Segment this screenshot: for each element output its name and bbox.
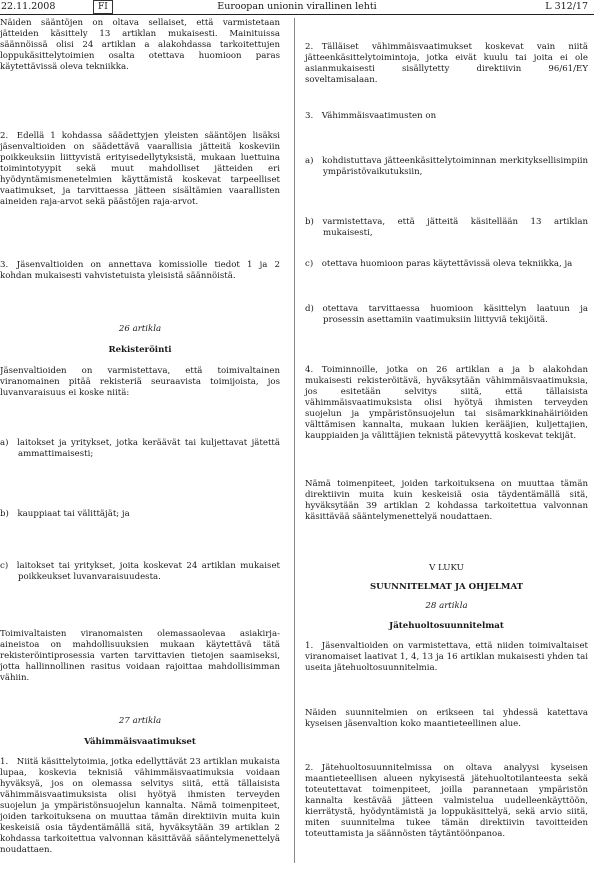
paragraph: Näiden suunnitelmien on erikseen tai yhdessä katettava kyseisen jäsenvaltion koko maantieteellinen alue. — [305, 708, 588, 729]
article-27-title: Vähimmäisvaatimukset — [84, 737, 196, 747]
paragraph-1: 1. Jäsenvaltioiden on varmistettava, että niiden toimivaltaiset viranomaiset laativat 1, 4, 13 ja 16 artiklan mukaisesti yhden tai useita jätehuoltosuunnitelmia. — [305, 641, 588, 673]
list-item-c: c) laitokset tai yritykset, joita koskevat 24 artiklan mukaiset poikkeukset luvanvaraisuudesta. — [0, 561, 280, 582]
paragraph-1: 1. Niitä käsittelytoimia, jotka edellyttävät 23 artiklan mukaista lupaa, koskevia teknisiä vähimmäisvaatimuksia voidaan hyväksyä, jos on olemassa selvitys siitä, että tällaisista vähimmäisvaatimuksista olisi hyötyä ihmisten terveyden suojelun ja ympäristönsuojelun kannalta. Nämä toimenpiteet, joiden tarkoituksena on muuttaa tämän direktiivin muita kuin keskeisiä osia täydentämällä sitä, hyväksytään 39 artiklan 2 kohdassa tarkoitettua valvonnan käsittävää sääntelymenettelyä noudattaen. — [0, 757, 280, 855]
paragraph-3: 3. Vähimmäisvaatimusten on — [305, 111, 437, 121]
page-number: L 312/17 — [545, 1, 588, 12]
chapter-number: V LUKU — [429, 563, 464, 573]
article-28-title: Jätehuoltosuunnitelmat — [389, 621, 504, 631]
paragraph: Näiden sääntöjen on oltava sellaiset, että varmistetaan jätteiden käsittely 13 artiklan mukaisesti. Mainituissa säännöissä olisi 24 artiklan a alakohdassa tarkoitettujen loppukäsittelytoimien osalta otettava huomioon paras käytettävissä oleva tekniikka. — [0, 18, 280, 72]
paragraph-2: 2. Edellä 1 kohdassa säädettyjen yleisten sääntöjen lisäksi jäsenvaltioiden on säädettävä vaarallisia jätteitä koskeviin poikkeuksiin liittyvistä erityisedellytyksistä, mukaan luettuina toimintotyypit sekä muut mahdolliset jätteiden eri hyödyntämismenetelmien käyttämistä koskevat tarpeelliset vaatimukset, ja tarvittaessa jätteen sisältämien vaarallisten aineiden raja-arvot sekä päästöjen raja-arvot. — [0, 131, 280, 207]
chapter-title: SUUNNITELMAT JA OHJELMAT — [369, 582, 524, 592]
list-item-b: b) varmistettava, että jätteitä käsitellään 13 artiklan mukaisesti, — [305, 217, 588, 238]
article-27-number: 27 artikla — [118, 716, 162, 726]
article-28-number: 28 artikla — [425, 601, 468, 611]
header-rule — [0, 14, 594, 15]
language-code-box: FI — [93, 0, 113, 14]
article-26-number: 26 artikla — [118, 324, 162, 334]
page-header — [0, 0, 594, 15]
paragraph: Toimivaltaisten viranomaisten olemassaolevaa asiakirja-aineistoa on mahdollisuuksien mukaan käytettävä tätä rekisteröintiprosessia varten tarvittavien tietojen saamiseksi, jotta hallinnollinen rasitus voidaan rajoittaa mahdollisimman vähiin. — [0, 629, 280, 683]
paragraph: Nämä toimenpiteet, joiden tarkoituksena on muuttaa tämän direktiivin muita kuin keskeisiä osia täydentämällä sitä, hyväksytään 39 artiklan 2 kohdassa tarkoitettua valvonnan käsittävää sääntelymenettelyä noudattaen. — [305, 479, 588, 522]
paragraph-3: 3. Jäsenvaltioiden on annettava komissiolle tiedot 1 ja 2 kohdan mukaisesti vahvistetuista yleisistä säännöistä. — [0, 260, 280, 281]
paragraph-2: 2. Jätehuoltosuunnitelmissa on oltava analyysi kyseisen maantieteellisen alueen nykyisestä jätehuoltotilanteesta sekä toteutettavat toimenpiteet, joilla parannetaan ympäristön kannalta kestävää jätteen valmistelua uudelleenkäyttöön, kierrätystä, hyödyntämistä ja loppukäsittelyä, sekä arvio siitä, miten suunnitelma tukee tämän direktiivin tavoitteiden toteuttamista ja säännösten täytäntöönpanoa. — [305, 763, 588, 839]
list-item-a: a) laitokset ja yritykset, jotka keräävät tai kuljettavat jätettä ammattimaisesti; — [0, 438, 280, 459]
list-item-d: d) otettava tarvittaessa huomioon käsittelyn laatuun ja prosessin asettamiin vaatimuksiin liittyviä tekijöitä. — [305, 304, 588, 325]
paragraph-4: 4. Toiminnoille, jotka on 26 artiklan a ja b alakohdan mukaisesti rekisteröitävä, hyväksytään vähimmäisvaatimuksia, jos esitetään selvitys siitä, että tällaisista vähimmäisvaatimuksista olisi hyötyä ihmisten terveyden suojelun ja ympäristönsuojelun tai sisämarkkinahäiriöiden välttämisen kannalta, mukaan lukien kerääjien, kuljettajien, kauppiaiden ja välittäjien teknistä pätevyyttä koskevat tekijät. — [305, 365, 588, 441]
list-item-c: c) otettava huomioon paras käytettävissä oleva tekniikka, ja — [305, 259, 573, 269]
list-item-a: a) kohdistuttava jätteenkäsittelytoiminnan merkityksellisimpiin ympäristövaikutuksiin, — [305, 156, 588, 177]
list-item-b: b) kauppiaat tai välittäjät; ja — [0, 509, 130, 519]
paragraph-intro: Jäsenvaltioiden on varmistettava, että toimivaltainen viranomainen pitää rekisteriä seuraavista toimijoista, jos luvanvaraisuus ei koske niitä: — [0, 366, 280, 398]
journal-title: Euroopan unionin virallinen lehti — [217, 1, 377, 12]
paragraph-2: 2. Tälläiset vähimmäisvaatimukset koskevat vain niitä jätteenkäsittelytoimintoja, jotka eivät kuulu tai joita ei ole asianmukaisesti sisällytetty direktiivin 96/61/EY soveltamisalaan. — [305, 42, 588, 85]
publication-date: 22.11.2008 — [1, 1, 56, 12]
column-divider — [294, 18, 295, 863]
article-26-title: Rekisteröinti — [108, 345, 172, 355]
